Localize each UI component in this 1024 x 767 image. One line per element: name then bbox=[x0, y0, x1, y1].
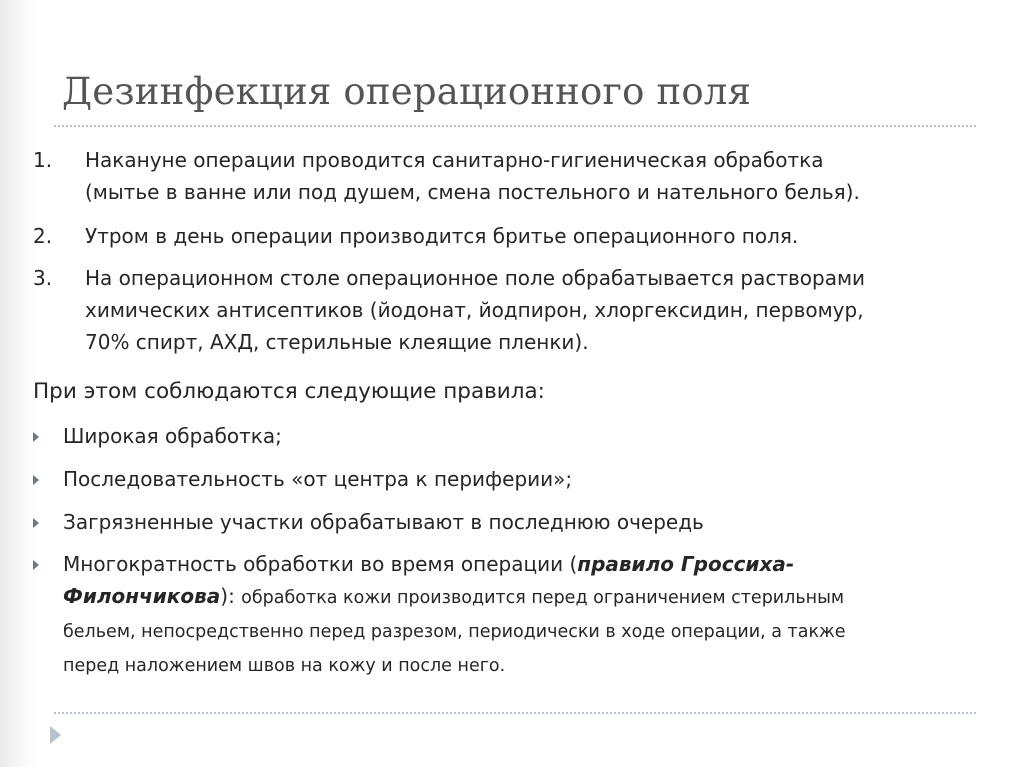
bullet-text-start: Многократность обработки во время операции ( bbox=[63, 552, 578, 576]
rule-name: Филончикова bbox=[63, 584, 221, 608]
bullet-text: Последовательность «от центра к периферии»; bbox=[63, 467, 573, 491]
bullet-arrow-icon bbox=[33, 475, 39, 485]
rule-name: правило Гроссиха- bbox=[577, 552, 795, 576]
item-text bbox=[85, 144, 993, 208]
item-text bbox=[85, 262, 993, 358]
bullet-item bbox=[33, 463, 993, 495]
bullet-detail: перед наложением швов на кожу и после него. bbox=[63, 656, 506, 676]
item-text bbox=[85, 220, 993, 252]
bullet-text-after-rule: ): bbox=[220, 584, 242, 608]
bullet-arrow-icon bbox=[33, 432, 39, 442]
numbered-item-3 bbox=[33, 262, 993, 358]
bullet-detail: бельем, непосредственно перед разрезом, периодически в ходе операции, а также bbox=[63, 622, 846, 642]
numbered-item-1 bbox=[33, 144, 993, 208]
bullet-text: Широкая обработка; bbox=[63, 424, 282, 448]
item-line: 70% спирт, АХД, стерильные клеящие пленки). bbox=[85, 330, 589, 354]
item-number: 3. bbox=[33, 266, 53, 290]
bullet-item bbox=[33, 420, 993, 452]
item-line: (мытье в ванне или под душем, смена постельного и нательного белья). bbox=[85, 180, 860, 204]
item-number: 1. bbox=[33, 148, 53, 172]
bullet-item bbox=[33, 506, 993, 538]
bullet-text bbox=[63, 548, 993, 682]
triangle-arrow-icon bbox=[50, 726, 61, 744]
title-divider bbox=[54, 125, 976, 127]
slide-title: Дезинфекция операционного поля bbox=[62, 70, 752, 113]
item-line: Накануне операции проводится санитарно-гигиеническая обработка bbox=[85, 148, 824, 172]
item-line: Утром в день операции производится бритье операционного поля. bbox=[85, 224, 799, 248]
bullet-arrow-icon bbox=[33, 560, 39, 570]
bullet-text: Загрязненные участки обрабатывают в последнюю очередь bbox=[63, 510, 704, 534]
bullet-arrow-icon bbox=[33, 518, 39, 528]
item-number: 2. bbox=[33, 224, 53, 248]
bullet-detail: обработка кожи производится перед ограничением стерильным bbox=[241, 588, 845, 608]
item-line: химических антисептиков (йодонат, йодпирон, хлоргексидин, первомур, bbox=[85, 298, 864, 322]
numbered-item-2 bbox=[33, 220, 993, 252]
rules-intro: При этом соблюдаются следующие правила: bbox=[33, 379, 545, 404]
footer-divider bbox=[54, 712, 976, 714]
bullet-item bbox=[33, 548, 993, 682]
item-line: На операционном столе операционное поле обрабатывается растворами bbox=[85, 266, 866, 290]
